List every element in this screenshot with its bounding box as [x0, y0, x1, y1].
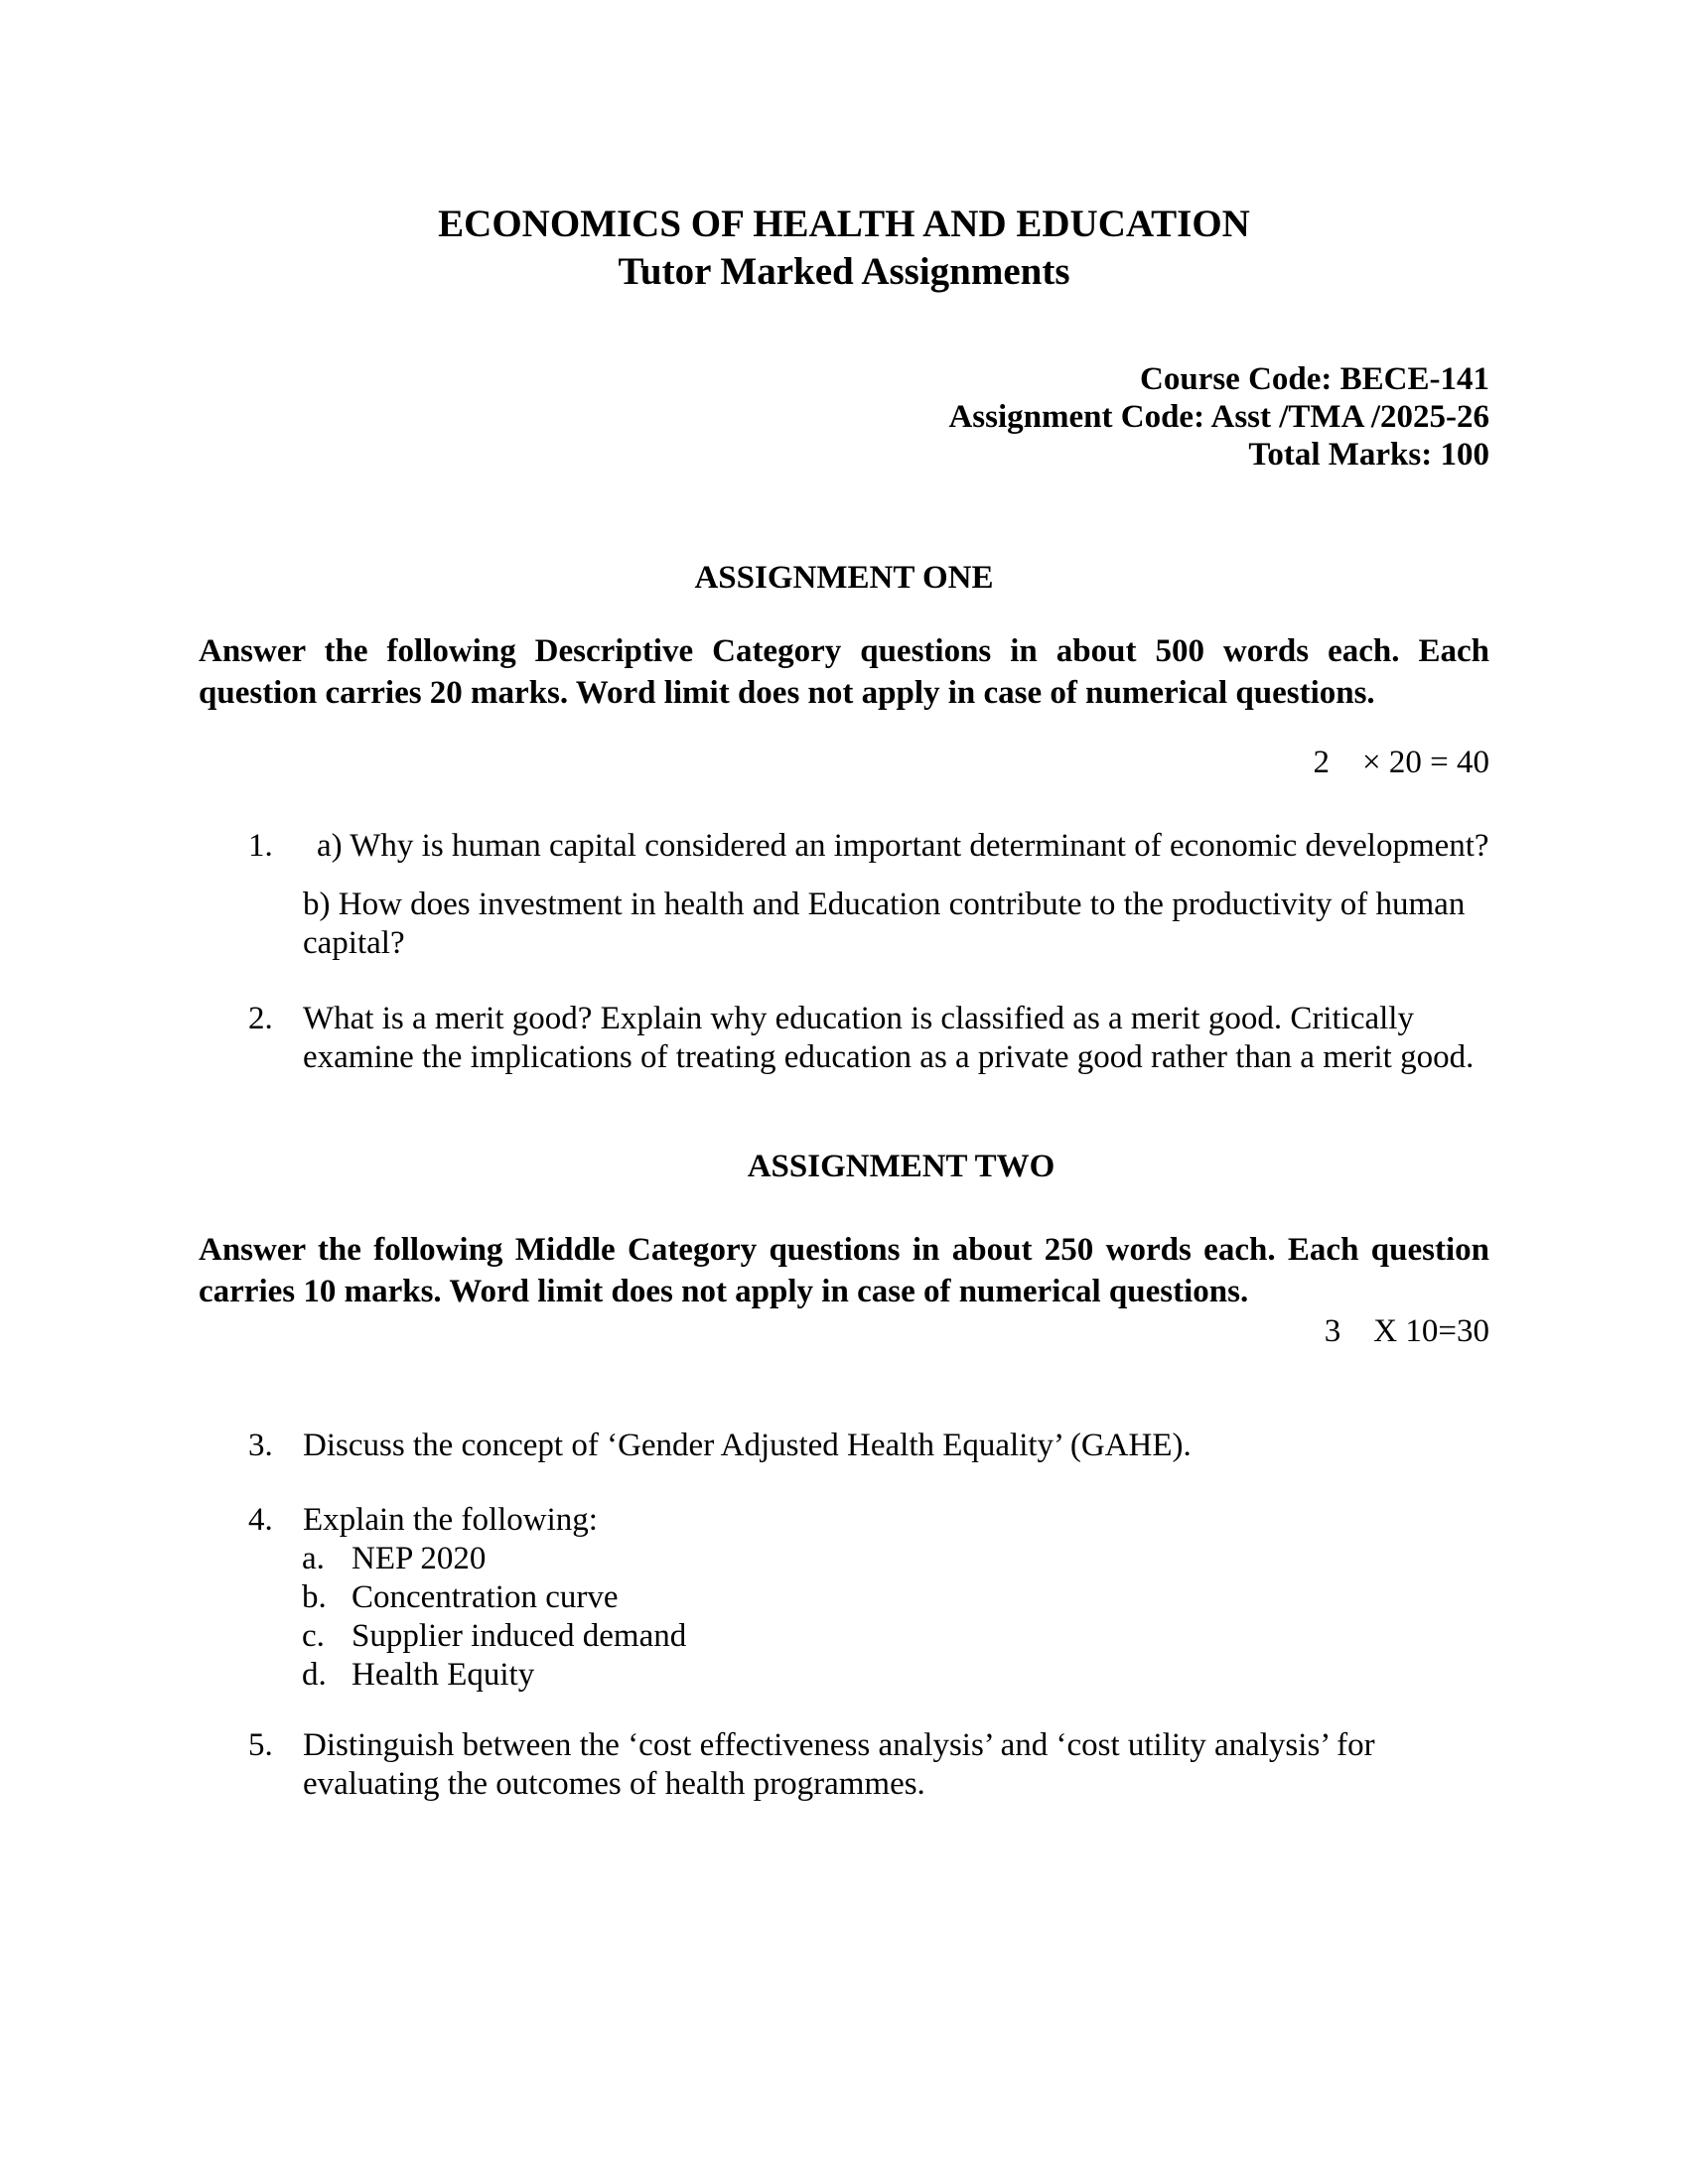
title-line-2: Tutor Marked Assignments	[618, 250, 1070, 293]
assignment-two-instructions: Answer the following Middle Category questions in about 250 words each. Each question carries 10 marks. Word limit does not apply in case of numerical questions.	[199, 1232, 1489, 1309]
question-4-number: 4.	[248, 1502, 273, 1538]
question-4-subitem-c	[302, 1617, 1489, 1656]
assignment-one-instructions: Answer the following Descriptive Category questions in about 500 words each. Each question carries 20 marks. Word limit does not apply in case of numerical questions.	[199, 633, 1489, 711]
assignment-two-marks-formula: 3 X 10=30	[1324, 1313, 1489, 1349]
document-title	[199, 201, 1489, 296]
question-4-subitem-b	[302, 1578, 1489, 1617]
question-2-number: 2.	[248, 1001, 273, 1036]
subitem-c-text: Supplier induced demand	[352, 1618, 687, 1654]
subitem-a-text: NEP 2020	[352, 1541, 487, 1576]
course-code: Course Code: BECE-141	[1140, 361, 1489, 397]
subitem-b-text: Concentration curve	[352, 1579, 619, 1615]
assignment-two-heading: ASSIGNMENT TWO	[747, 1149, 1055, 1184]
question-4-subitem-a	[302, 1540, 1489, 1578]
subitem-a-letter: a.	[302, 1541, 325, 1576]
question-3	[199, 1427, 1489, 1465]
subitem-c-letter: c.	[302, 1618, 325, 1654]
assignment-one-marks-formula: 2 × 20 = 40	[1313, 745, 1489, 780]
subitem-b-letter: b.	[302, 1579, 327, 1615]
question-1-part-b-text: b) How does investment in health and Education contribute to the productivity of human capital?	[303, 887, 1466, 961]
question-3-text: Discuss the concept of ‘Gender Adjusted Health Equality’ (GAHE).	[303, 1428, 1192, 1463]
question-1-part-a-text: a) Why is human capital considered an important determinant of economic development?	[317, 828, 1489, 864]
assignment-one-heading: ASSIGNMENT ONE	[694, 560, 994, 596]
assignment-code: Assignment Code: Asst /TMA /2025-26	[948, 399, 1489, 435]
question-5-number: 5.	[248, 1727, 273, 1763]
question-2-text: What is a merit good? Explain why education is classified as a merit good. Critically examine the implications of treating education as a private good rather than a merit good.	[303, 1001, 1475, 1075]
question-4-text: Explain the following:	[303, 1502, 598, 1538]
subitem-d-text: Health Equity	[352, 1657, 535, 1693]
question-4-subitem-d	[302, 1656, 1489, 1695]
question-4	[199, 1501, 1489, 1695]
question-1-part-b	[248, 886, 1489, 963]
question-1-number: 1.	[248, 828, 273, 864]
question-3-number: 3.	[248, 1428, 273, 1463]
total-marks: Total Marks: 100	[1248, 437, 1489, 473]
question-1	[199, 827, 1489, 963]
question-5-text: Distinguish between the ‘cost effectiveness analysis’ and ‘cost utility analysis’ for evaluating the outcomes of health programmes.	[303, 1727, 1375, 1802]
question-1-part-a	[248, 827, 1489, 866]
course-info-block	[199, 360, 1489, 474]
subitem-d-letter: d.	[302, 1657, 327, 1693]
question-5	[199, 1726, 1489, 1804]
title-line-1: ECONOMICS OF HEALTH AND EDUCATION	[438, 203, 1250, 245]
question-2	[199, 1000, 1489, 1077]
